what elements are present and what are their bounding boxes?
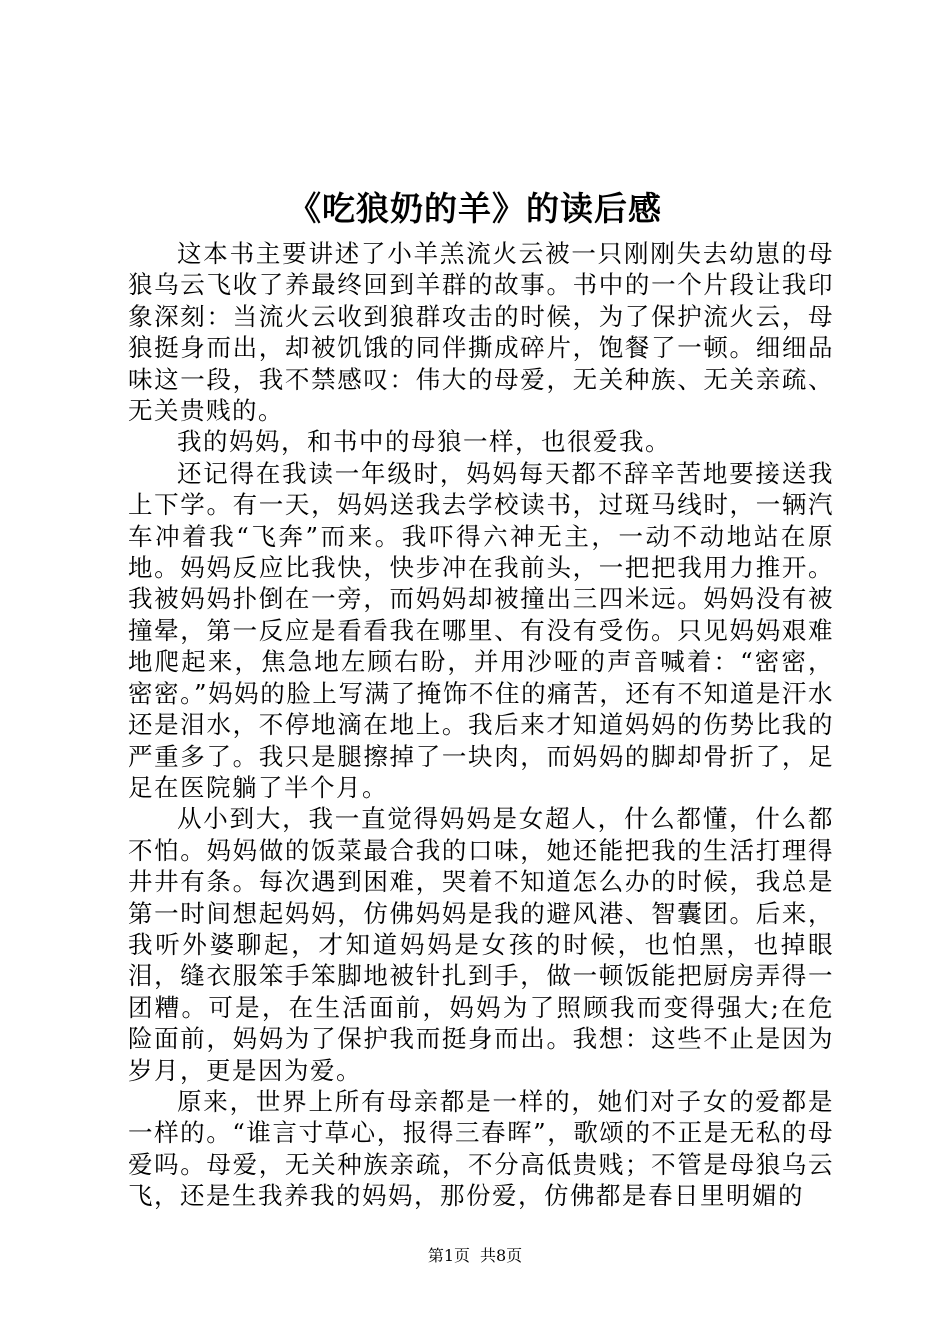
document-title: 《吃狼奶的羊》的读后感 <box>288 189 662 228</box>
paragraph-5: 原来，世界上所有母亲都是一样的，她们对子女的爱都是一样的。“谁言寸草心，报得三春晖”，歌颂的不正是无私的母爱吗。母爱，无关种族亲疏，不分高低贵贱；不管是母狼乌云飞，还是生我养我的妈妈，那份爱，仿佛都是春日里明媚的 <box>128 1086 834 1211</box>
paragraph-2: 我的妈妈，和书中的母狼一样，也很爱我。 <box>177 427 671 457</box>
paragraph-4: 从小到大，我一直觉得妈妈是女超人，什么都懂，什么都不怕。妈妈做的饭菜最合我的口味，她还能把我的生活打理得井井有条。每次遇到困难，哭着不知道怎么办的时候，我总是第一时间想起妈妈，仿佛妈妈是我的避风港、智囊团。后来，我听外婆聊起，才知道妈妈是女孩的时候，也怕黑，也掉眼泪，缝衣服笨手笨脚地被针扎到手，做一顿饭能把厨房弄得一团糟。可是，在生活面前，妈妈为了照顾我而变得强大;在危险面前，妈妈为了保护我而挺身而出。我想：这些不止是因为岁月，更是因为爱。 <box>128 804 834 1085</box>
page-number: 第1页 <box>427 1246 470 1265</box>
page-footer <box>0 1245 950 1267</box>
page-total: 共8页 <box>480 1246 523 1265</box>
paragraph-1: 这本书主要讲述了小羊羔流火云被一只刚刚失去幼崽的母狼乌云飞收了养最终回到羊群的故事。书中的一个片段让我印象深刻：当流火云收到狼群攻击的时候，为了保护流火云，母狼挺身而出，却被饥饿的同伴撕成碎片，饱餐了一顿。细细品味这一段，我不禁感叹：伟大的母爱，无关种族、无关亲疏、无关贵贱的。 <box>128 239 834 426</box>
document-body <box>128 238 834 1212</box>
paragraph-3: 还记得在我读一年级时，妈妈每天都不辞辛苦地要接送我上下学。有一天，妈妈送我去学校读书，过斑马线时，一辆汽车冲着我“飞奔”而来。我吓得六神无主，一动不动地站在原地。妈妈反应比我快，快步冲在我前头，一把把我用力推开。我被妈妈扑倒在一旁，而妈妈却被撞出三四米远。妈妈没有被撞晕，第一反应是看看我在哪里、有没有受伤。只见妈妈艰难地爬起来，焦急地左顾右盼，并用沙哑的声音喊着：“密密，密密。”妈妈的脸上写满了掩饰不住的痛苦，还有不知道是汗水还是泪水，不停地滴在地上。我后来才知道妈妈的伤势比我的严重多了。我只是腿擦掉了一块肉，而妈妈的脚却骨折了，足足在医院躺了半个月。 <box>128 458 834 802</box>
